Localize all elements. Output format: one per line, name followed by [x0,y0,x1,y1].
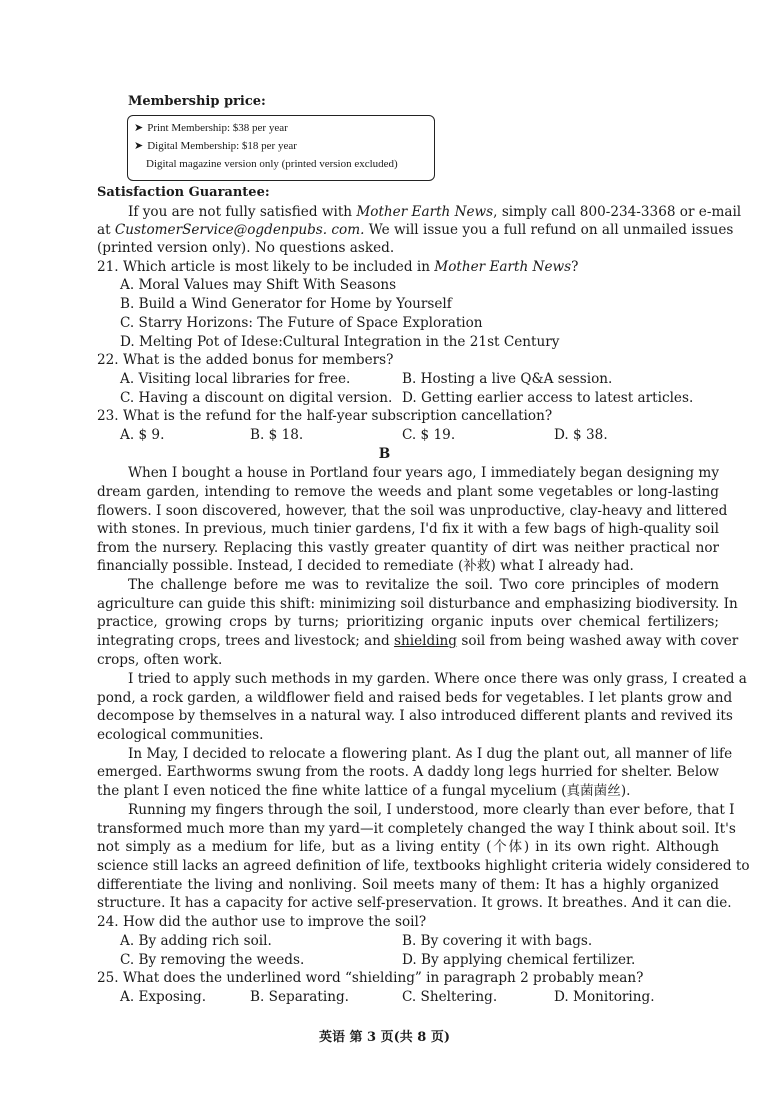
p2-line-1: The challenge before me was to revitalize the soil. Two core principles of modern [128,577,719,593]
digital-note: Digital magazine version only (printed version excluded) [146,158,398,170]
p3-line-4: ecological communities. [97,727,264,743]
q23-option-b: B. $ 18. [250,427,304,443]
q24-option-d: D. By applying chemical fertilizer. [402,952,636,968]
q25-option-d: D. Monitoring. [554,989,655,1005]
p3-line-2: pond, a rock garden, a wildflower field and raised beds for vegetables. I let plants grow and [97,690,733,706]
q23-option-a: A. $ 9. [120,427,165,443]
guarantee-line-3: (printed version only). No questions asked. [97,240,395,256]
q21-option-c: C. Starry Horizons: The Future of Space Exploration [120,315,483,331]
q24-stem: 24. How did the author use to improve the soil? [97,914,427,930]
membership-heading: Membership price: [128,94,266,109]
p2-line-2: agriculture can guide this shift: minimizing soil disturbance and emphasizing biodiversity. In [97,596,738,612]
underlined-word-shielding: shielding [394,633,458,649]
section-b-heading: B [378,446,391,462]
print-membership [134,121,288,135]
p5-line-3: not simply as a medium for life, but as a living entity (个体) in its own right. Although [97,839,719,855]
q21-option-d: D. Melting Pot of Idese:Cultural Integration in the 21st Century [120,334,560,350]
p4-line-2: emerged. Earthworms swung from the roots. A daddy long legs hurried for shelter. Below [97,764,719,780]
q25-option-a: A. Exposing. [120,989,207,1005]
arrow-icon: ➤ [134,122,144,134]
p1-line-1: When I bought a house in Portland four years ago, I immediately began designing my [128,465,719,481]
p2-line-3: practice, growing crops by turns; prioritizing organic inputs over chemical fertilizers; [97,614,719,630]
q21-option-b: B. Build a Wind Generator for Home by Yourself [120,296,452,312]
arrow-icon: ➤ [134,140,144,152]
p4-line-1: In May, I decided to relocate a flowering plant. As I dug the plant out, all manner of life [128,746,733,762]
q25-option-c: C. Sheltering. [402,989,498,1005]
p4-line-3: the plant I even noticed the fine white lattice of a fungal mycelium (真菌菌丝). [97,783,631,799]
print-membership-text: Print Membership: $38 per year [147,122,288,134]
guarantee-line-2: at CustomerService@ogdenpubs. com. We will issue you a full refund on all unmailed issues [97,222,734,238]
digital-membership [134,139,297,153]
q23-stem: 23. What is the refund for the half-year subscription cancellation? [97,408,553,424]
p1-line-5: from the nursery. Replacing this vastly greater quantity of dirt was neither practical nor [97,540,719,556]
p3-line-3: decompose by themselves in a natural way. I also introduced different plants and revived its [97,708,733,724]
q23-option-c: C. $ 19. [402,427,456,443]
p2-line-4: integrating crops, trees and livestock; and shielding soil from being washed away with cover [97,633,739,649]
guarantee-line-1: If you are not fully satisfied with Mother Earth News, simply call 800-234-3368 or e-mail [128,204,742,220]
p5-line-1: Running my fingers through the soil, I understood, more clearly than ever before, that I [128,802,735,818]
q24-option-a: A. By adding rich soil. [120,933,272,949]
page-footer: 英语 第 3 页(共 8 页) [318,1030,451,1045]
p1-line-4: with stones. In previous, much tinier gardens, I'd fix it with a few bags of high-quality soil [97,521,719,537]
q22-option-b: B. Hosting a live Q&A session. [402,371,613,387]
p2-line-5: crops, often work. [97,652,223,668]
p5-line-4: science still lacks an agreed definition of life, textbooks highlight criteria widely considered to [97,858,750,874]
q21-stem: 21. Which article is most likely to be included in Mother Earth News? [97,259,579,275]
p1-line-6: financially possible. Instead, I decided to remediate (补救) what I already had. [97,558,634,574]
q22-option-c: C. Having a discount on digital version. [120,390,393,406]
q21-option-a: A. Moral Values may Shift With Seasons [120,277,397,293]
p1-line-2: dream garden, intending to remove the weeds and plant some vegetables or long-lasting [97,484,719,500]
q22-option-a: A. Visiting local libraries for free. [120,371,351,387]
q25-option-b: B. Separating. [250,989,349,1005]
q23-option-d: D. $ 38. [554,427,608,443]
guarantee-heading: Satisfaction Guarantee: [97,185,270,200]
digital-membership-text: Digital Membership: $18 per year [147,140,297,152]
q22-option-d: D. Getting earlier access to latest articles. [402,390,694,406]
membership-box [127,115,435,181]
p3-line-1: I tried to apply such methods in my garden. Where once there was only grass, I created a [128,671,747,687]
q24-option-c: C. By removing the weeds. [120,952,305,968]
p1-line-3: flowers. I soon discovered, however, that the soil was unproductive, clay-heavy and littered [97,503,728,519]
p5-line-6: structure. It has a capacity for active self-preservation. It grows. It breathes. And it can die. [97,895,732,911]
p5-line-2: transformed much more than my yard—it completely changed the way I think about soil. It's [97,821,736,837]
q24-option-b: B. By covering it with bags. [402,933,593,949]
p5-line-5: differentiate the living and nonliving. Soil meets many of them: It has a highly organized [97,877,719,893]
q22-stem: 22. What is the added bonus for members? [97,352,394,368]
q25-stem: 25. What does the underlined word “shielding” in paragraph 2 probably mean? [97,970,644,986]
